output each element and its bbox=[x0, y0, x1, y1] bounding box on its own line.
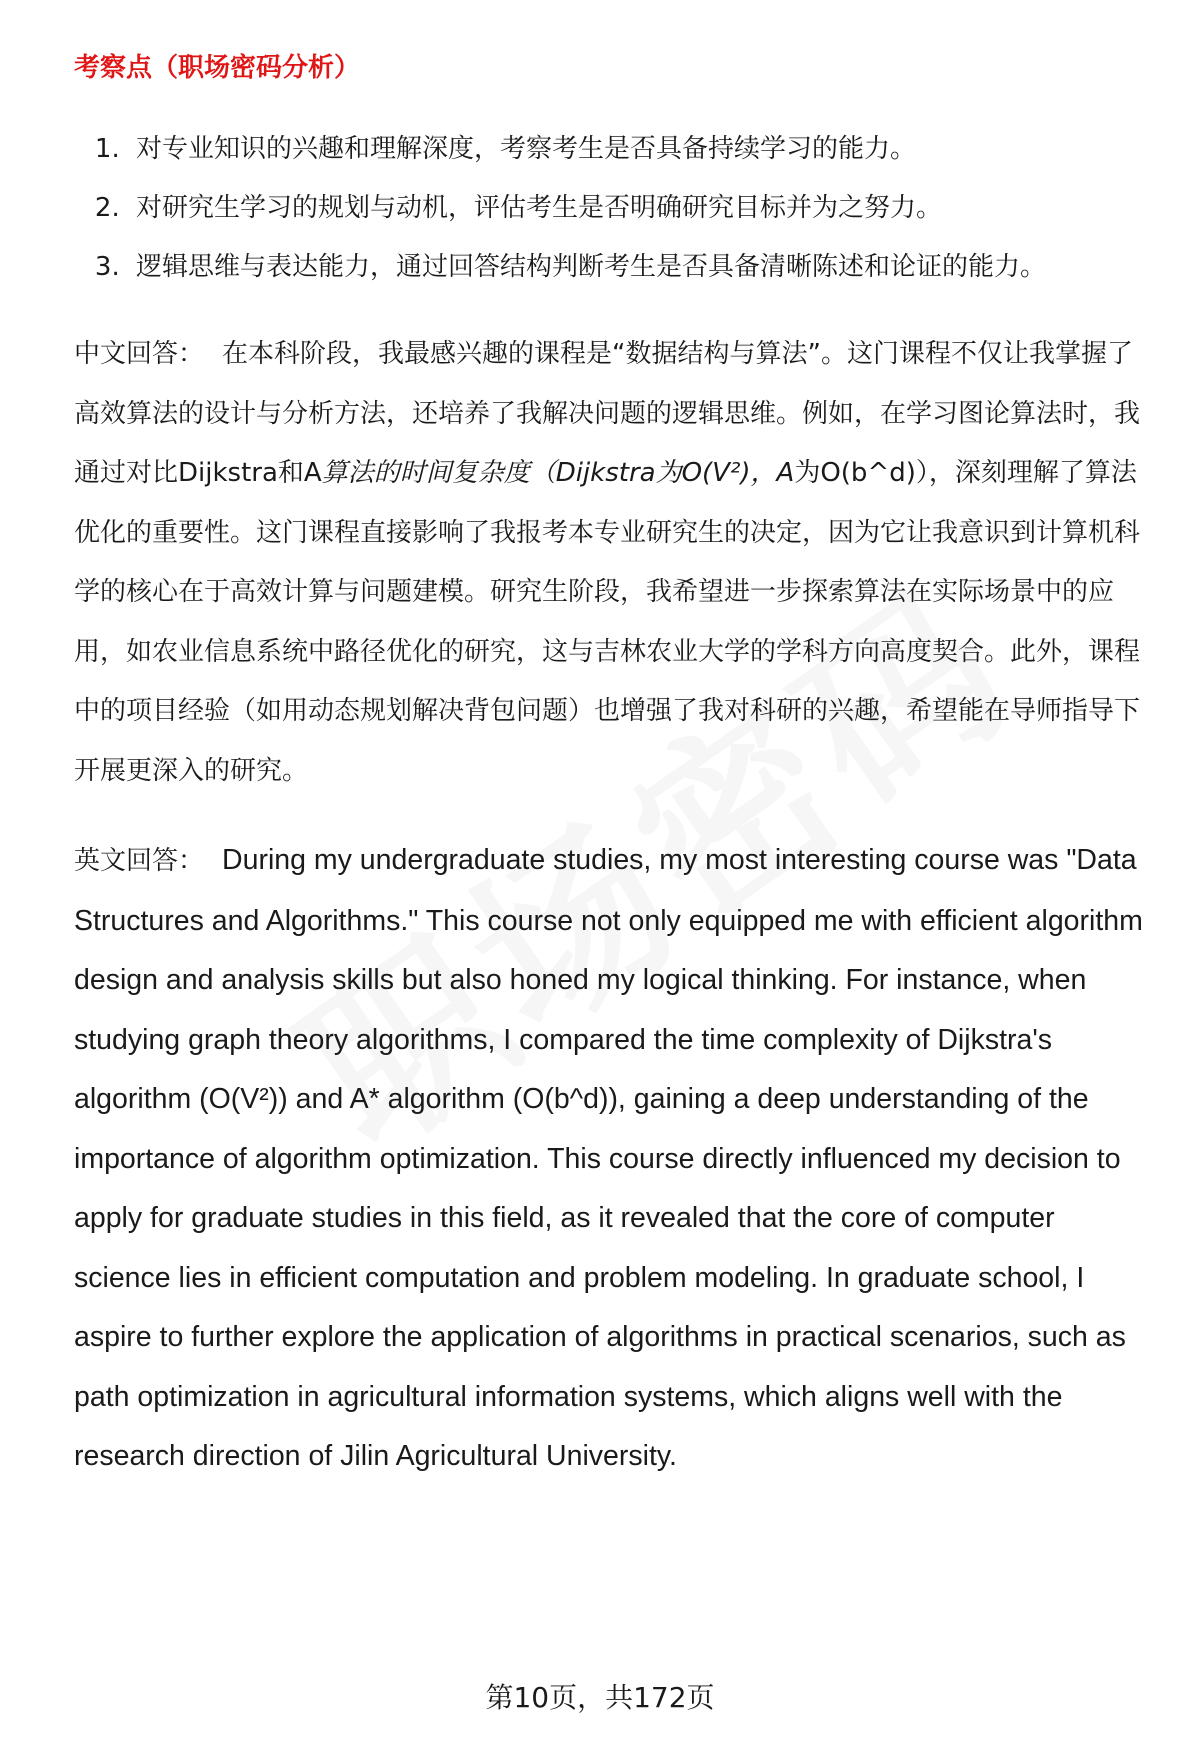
chinese-answer-italic-text: 算法的时间复杂度（Dijkstra为O(V²)，A bbox=[321, 458, 795, 488]
chinese-answer-label: 中文回答： bbox=[74, 339, 205, 369]
list-item: 3. 逻辑思维与表达能力，通过回答结构判断考生是否具备清晰陈述和论证的能力。 bbox=[128, 238, 1154, 297]
assessment-points-list bbox=[74, 120, 1154, 297]
chinese-answer-text-continued: 为O(b^d)），深刻理解了算法优化的重要性。这门课程直接影响了我报考本专业研究生的决定，因为它让我意识到计算机科学的核心在于高效计算与问题建模。研究生阶段，我希望进一步探索算法在实际场景中的应用，如农业信息系统中路径优化的研究，这与吉林农业大学的学科方向高度契合。此外，课程中的项目经验（如用动态规划解决背包问题）也增强了我对科研的兴趣，希望能在导师指导下开展更深入的研究。 bbox=[74, 458, 1141, 786]
document-page bbox=[74, 50, 1154, 1517]
list-item: 2. 对研究生学习的规划与动机，评估考生是否明确研究目标并为之努力。 bbox=[128, 179, 1154, 238]
chinese-answer bbox=[74, 325, 1154, 801]
page-number-footer: 第10页，共172页 bbox=[485, 1681, 715, 1714]
english-answer-text: During my undergraduate studies, my most interesting course was "Data Structures and Algorithms." This course not only equipped me with efficient algorithm design and analysis skills but also honed my logical thinking. For instance, when studying graph theory algorithms, I compared the time complexity of Dijkstra's algorithm (O(V²)) and A* algorithm (O(b^d)), gaining a deep understanding of the importance of algorithm optimization. This course directly influenced my decision to apply for graduate studies in this field, as it revealed that the core of computer science lies in efficient computation and problem modeling. In graduate school, I aspire to further explore the application of algorithms in practical scenarios, such as path optimization in agricultural information systems, which aligns well with the research direction of Jilin Agricultural University. bbox=[74, 844, 1143, 1472]
section-title: 考察点（职场密码分析） bbox=[74, 53, 361, 83]
english-answer bbox=[74, 831, 1154, 1487]
list-item: 1. 对专业知识的兴趣和理解深度，考察考生是否具备持续学习的能力。 bbox=[128, 120, 1154, 179]
chinese-answer-text: 在本科阶段，我最感兴趣的课程是“数据结构与算法”。这门课程不仅让我掌握了高效算法的设计与分析方法，还培养了我解决问题的逻辑思维。例如，在学习图论算法时，我通过对比Dijkstra和A bbox=[74, 339, 1141, 488]
english-answer-label: 英文回答： bbox=[74, 846, 205, 876]
